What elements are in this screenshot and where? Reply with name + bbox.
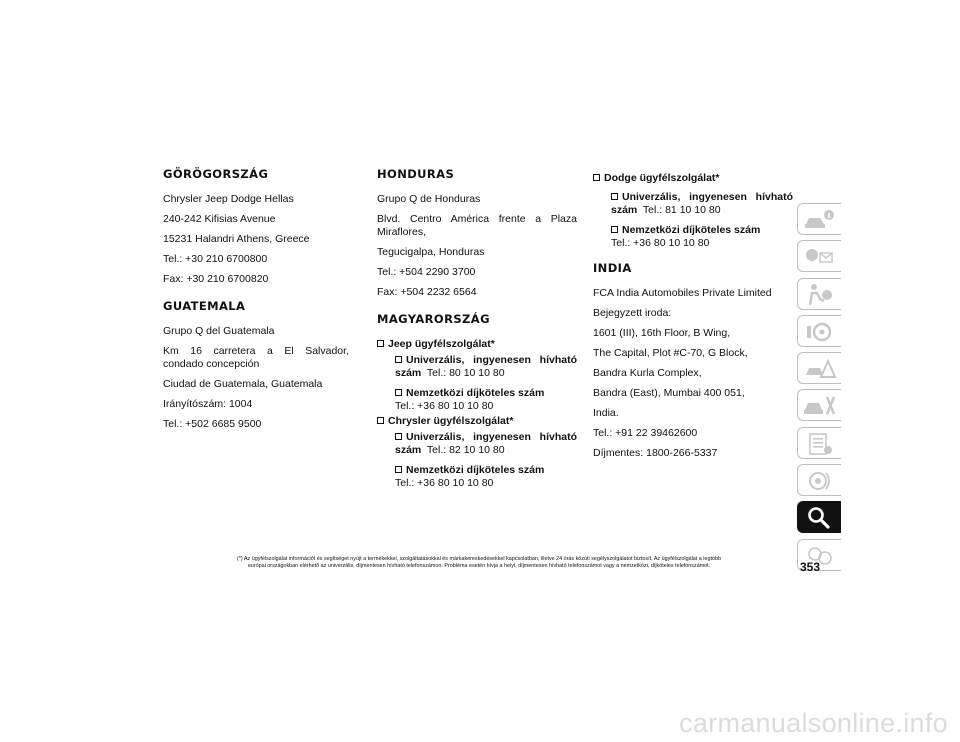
guatemala-line: Grupo Q del Guatemala xyxy=(163,325,275,337)
jeep-free-number: Univerzális, ingyenesen hívható szám Tel.: 80 10 10 80 xyxy=(395,354,577,379)
tab-emergency[interactable] xyxy=(797,352,841,384)
dodge-intl-number: Nemzetközi díjköteles szám Tel.: +36 80 10 10 80 xyxy=(611,224,761,249)
specifications-list-icon xyxy=(798,428,842,458)
honduras-line: Grupo Q de Honduras xyxy=(377,193,481,205)
honduras-line: Blvd. Centro América frente a Plaza Miraflores, xyxy=(377,213,577,238)
tab-multimedia[interactable] xyxy=(797,464,841,496)
guatemala-line: Ciudad de Guatemala, Guatemala xyxy=(163,378,323,390)
greece-line: 240-242 Kifisias Avenue xyxy=(163,213,276,225)
india-line: 1601 (III), 16th Floor, B Wing, xyxy=(593,327,731,339)
column-right xyxy=(593,168,793,467)
dodge-service: Dodge ügyfélszolgálat* xyxy=(593,172,793,185)
guatemala-line: Irányítószám: 1004 xyxy=(163,398,253,410)
honduras-line: Tel.: +504 2290 3700 xyxy=(377,266,476,278)
chrysler-service: Chrysler ügyfélszolgálat* xyxy=(377,415,577,428)
guatemala-line: Km 16 carretera a El Salvador, condado concepción xyxy=(163,345,349,370)
tab-car-info[interactable] xyxy=(797,203,841,235)
jeep-service: Jeep ügyfélszolgálat* xyxy=(377,338,577,351)
guatemala-line: Tel.: +502 6685 9500 xyxy=(163,418,262,430)
honduras-line: Tegucigalpa, Honduras xyxy=(377,246,485,258)
checkbox-bullet-icon xyxy=(611,193,618,200)
emergency-triangle-icon xyxy=(798,353,842,383)
service-wrench-icon xyxy=(798,390,842,420)
india-line: Bandra (East), Mumbai 400 051, xyxy=(593,387,745,399)
chrysler-intl-number: Nemzetközi díjköteles szám Tel.: +36 80 10 10 80 xyxy=(395,464,545,489)
india-line: Bejegyzett iroda: xyxy=(593,307,672,319)
checkbox-bullet-icon xyxy=(377,417,384,424)
tab-safety[interactable] xyxy=(797,278,841,310)
greece-line: Chrysler Jeep Dodge Hellas xyxy=(163,193,294,205)
greece-line: Tel.: +30 210 6700800 xyxy=(163,253,268,265)
checkbox-bullet-icon xyxy=(395,389,402,396)
india-line: Bandra Kurla Complex, xyxy=(593,367,702,379)
car-info-icon xyxy=(798,204,842,234)
india-line: Díjmentes: 1800-266-5337 xyxy=(593,447,718,459)
dodge-free-number: Univerzális, ingyenesen hívható szám Tel.: 81 10 10 80 xyxy=(611,191,793,216)
honduras-line: Fax: +504 2232 6564 xyxy=(377,286,477,298)
heading-india: INDIA xyxy=(593,261,632,275)
india-line: India. xyxy=(593,407,619,419)
page-number: 353 xyxy=(800,560,821,574)
india-line: Tel.: +91 22 39462600 xyxy=(593,427,698,439)
checkbox-bullet-icon xyxy=(395,433,402,440)
watermark: carmanualsonline.info xyxy=(679,708,948,738)
chapter-tabs xyxy=(797,203,841,576)
checkbox-bullet-icon xyxy=(395,356,402,363)
india-line: The Capital, Plot #C-70, G Block, xyxy=(593,347,748,359)
checkbox-bullet-icon xyxy=(395,466,402,473)
tab-starting[interactable] xyxy=(797,315,841,347)
checkbox-bullet-icon xyxy=(593,174,600,181)
chrysler-free-number: Univerzális, ingyenesen hívható szám Tel.: 82 10 10 80 xyxy=(395,431,577,456)
greece-line: 15231 Halandri Athens, Greece xyxy=(163,233,310,245)
column-middle xyxy=(377,168,577,497)
dashboard-message-icon xyxy=(798,241,842,271)
footnote: (*) Az ügyfélszolgálat információt és segítséget nyújt a termékekkel, szolgáltatásokkal és márkakereskedésekkel kapcsolatban, illetve 24 órás közúti segélyszolgálatot biztosít. Az ügyfélszolgálat a legtöbb európai országokban elérhető az univerzális, díjmentesen hívható telefonszámon. Probléma esetén hívja a helyi, díjmentesen hívható telefonszámot vagy a nemzetközi, díjköteles telefonszámot. xyxy=(237,556,721,569)
heading-hungary: MAGYARORSZÁG xyxy=(377,312,490,326)
tab-service[interactable] xyxy=(797,389,841,421)
india-line: FCA India Automobiles Private Limited xyxy=(593,287,772,299)
tab-index[interactable] xyxy=(797,501,841,533)
multimedia-icon xyxy=(798,465,842,495)
checkbox-bullet-icon xyxy=(611,226,618,233)
steering-wheel-icon xyxy=(798,316,842,346)
greece-line: Fax: +30 210 6700820 xyxy=(163,273,269,285)
heading-guatemala: GUATEMALA xyxy=(163,299,246,313)
tab-specifications[interactable] xyxy=(797,427,841,459)
heading-honduras: HONDURAS xyxy=(377,167,455,181)
column-left xyxy=(163,168,349,438)
tab-dashboard[interactable] xyxy=(797,240,841,272)
heading-greece: GÖRÖGORSZÁG xyxy=(163,167,269,181)
checkbox-bullet-icon xyxy=(377,340,384,347)
index-search-icon xyxy=(798,502,842,532)
jeep-intl-number: Nemzetközi díjköteles szám Tel.: +36 80 10 10 80 xyxy=(395,387,545,412)
safety-airbag-icon xyxy=(798,279,842,309)
